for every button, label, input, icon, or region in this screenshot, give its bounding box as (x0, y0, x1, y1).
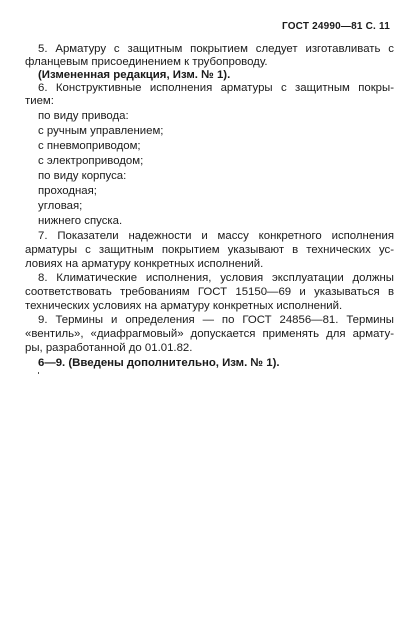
text-line: ры, разработанной до 01.01.82. (25, 342, 193, 354)
text-line: ловиях на арматуру конкретных исполнений. (25, 258, 264, 270)
amendment-note: 6—9. (Введены дополнительно, Изм. № 1). (38, 357, 280, 369)
list-heading: по виду корпуса: (38, 170, 127, 182)
text-line: арматуры с защитным покрытием указывают в технических ус- (25, 244, 394, 256)
text-line: соответствовать требованиям ГОСТ 15150—69 и указываться в (25, 286, 394, 298)
text-line: 7. Показатели надежности и массу конкретного исполнения (38, 230, 394, 242)
list-item: нижнего спуска. (38, 215, 123, 227)
amendment-note: (Измененная редакция, Изм. № 1). (38, 69, 231, 81)
page-header: ГОСТ 24990—81 С. 11 (281, 21, 390, 32)
text-line: 6. Конструктивные исполнения арматуры с защитным покры- (38, 82, 394, 94)
list-item: с ручным управлением; (38, 125, 164, 137)
text-line: 5. Арматуру с защитным покрытием следует изготавливать с (38, 43, 394, 55)
text-line: технических условиях на арматуру конкретных исполнений. (25, 300, 343, 312)
text-line: «вентиль», «диафрагмовый» допускается применять для армату- (25, 328, 394, 340)
list-item: с электроприводом; (38, 155, 144, 167)
list-heading: по виду привода: (38, 110, 129, 122)
text-line: тием: (25, 95, 54, 107)
list-item: проходная; (38, 185, 97, 197)
list-item: с пневмоприводом; (38, 140, 141, 152)
scan-speck (38, 372, 39, 374)
text-line: фланцевым присоединением к трубопроводу. (25, 56, 268, 68)
text-line: 8. Климатические исполнения, условия эксплуатации должны (38, 272, 394, 284)
text-line: 9. Термины и определения — по ГОСТ 24856—81. Термины (38, 314, 394, 326)
list-item: угловая; (38, 200, 83, 212)
